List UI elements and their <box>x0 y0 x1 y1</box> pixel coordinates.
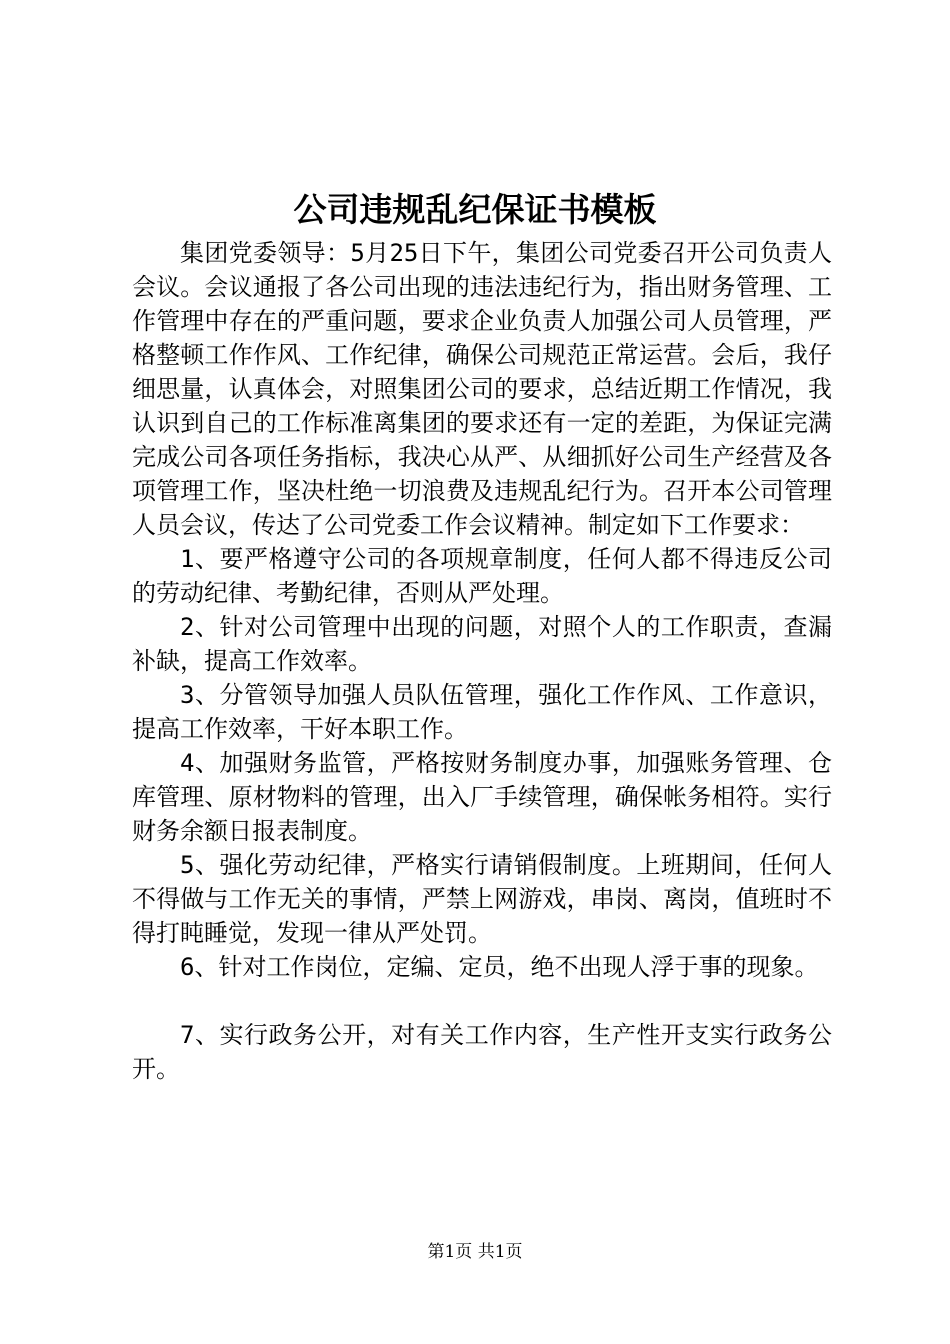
document-title: 公司违规乱纪保证书模板 <box>293 190 657 229</box>
paragraph-item-7: 7、实行政务公开，对有关工作内容，生产性开支实行政务公开。 <box>132 1021 832 1083</box>
paragraph-item-2: 2、针对公司管理中出现的问题，对照个人的工作职责，查漏补缺，提高工作效率。 <box>132 613 832 675</box>
document-body <box>132 236 832 1086</box>
page-footer: 第1页 共1页 <box>427 1242 523 1262</box>
paragraph-intro: 集团党委领导：5月25日下午，集团公司党委召开公司负责人会议。会议通报了各公司出现的违法违纪行为，指出财务管理、工作管理中存在的严重问题，要求企业负责人加强公司人员管理，严格整顿工作作风、工作纪律，确保公司规范正常运营。会后，我仔细思量，认真体会，对照集团公司的要求，总结近期工作情况，我认识到自己的工作标准离集团的要求还有一定的差距，为保证完满完成公司各项任务指标，我决心从严、从细抓好公司生产经营及各项管理工作，坚决杜绝一切浪费及违规乱纪行为。召开本公司管理人员会议，传达了公司党委工作会议精神。制定如下工作要求： <box>132 239 832 539</box>
paragraph-item-1: 1、要严格遵守公司的各项规章制度，任何人都不得违反公司的劳动纪律、考勤纪律，否则从严处理。 <box>132 545 832 607</box>
paragraph-item-3: 3、分管领导加强人员队伍管理，强化工作作风、工作意识，提高工作效率，干好本职工作。 <box>132 681 832 743</box>
paragraph-item-4: 4、加强财务监管，严格按财务制度办事，加强账务管理、仓库管理、原材物料的管理，出入厂手续管理，确保帐务相符。实行财务余额日报表制度。 <box>132 749 832 845</box>
paragraph-item-6: 6、针对工作岗位，定编、定员，绝不出现人浮于事的现象。 <box>180 953 819 981</box>
paragraph-item-5: 5、强化劳动纪律，严格实行请销假制度。上班期间，任何人不得做与工作无关的事情，严禁上网游戏，串岗、离岗，值班时不得打盹睡觉，发现一律从严处罚。 <box>132 851 832 947</box>
